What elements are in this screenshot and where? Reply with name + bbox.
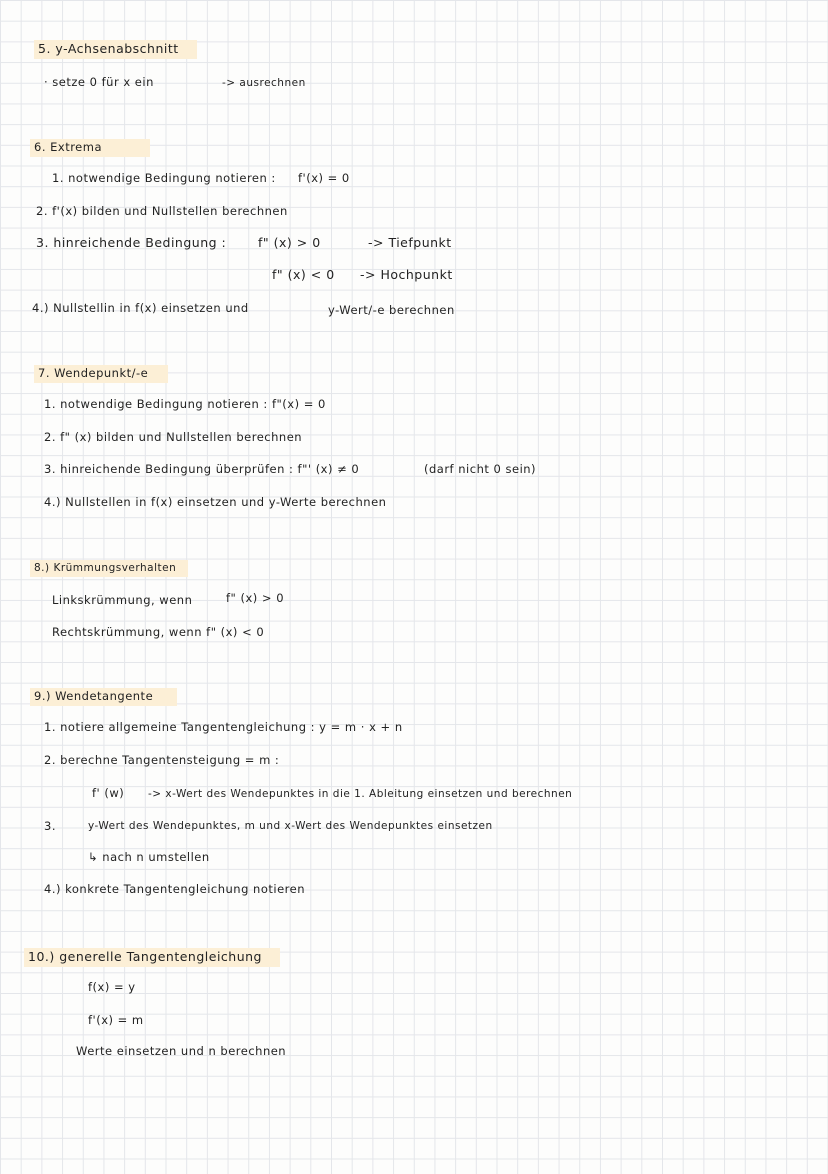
section-6-step-3-result-a: -> Tiefpunkt	[368, 235, 452, 250]
section-5-line-1-result: -> ausrechnen	[222, 77, 306, 89]
section-6-step-3-result-b: -> Hochpunkt	[360, 267, 453, 282]
section-9-step-2-explanation: -> x-Wert des Wendepunktes in die 1. Ableitung einsetzen und berechnen	[148, 788, 573, 800]
section-8-right-curvature: Rechtskrümmung, wenn f" (x) < 0	[52, 625, 265, 639]
section-10-line-1: f(x) = y	[88, 980, 136, 994]
section-10-line-3: Werte einsetzen und n berechnen	[76, 1044, 287, 1058]
section-6-step-2: 2. f'(x) bilden und Nullstellen berechnen	[36, 204, 288, 218]
section-7-step-3: 3. hinreichende Bedingung überprüfen : f"' (x) ≠ 0	[44, 462, 360, 476]
section-9-step-3: y-Wert des Wendepunktes, m und x-Wert des Wendepunktes einsetzen	[88, 820, 493, 832]
section-6-step-1-formula: f'(x) = 0	[298, 171, 350, 185]
section-9-step-2: 2. berechne Tangentensteigung = m :	[44, 753, 280, 767]
section-8-left-curvature-formula: f" (x) > 0	[226, 591, 285, 605]
section-6-step-4-result: y-Wert/-e berechnen	[328, 303, 455, 317]
section-10-heading: 10.) generelle Tangentengleichung	[24, 948, 280, 967]
section-7-heading: 7. Wendepunkt/-e	[34, 365, 168, 383]
section-7-step-3-note: (darf nicht 0 sein)	[424, 462, 537, 476]
section-9-step-3-number: 3.	[44, 819, 56, 833]
section-5-line-1: · setze 0 für x ein	[44, 75, 154, 89]
section-7-step-1: 1. notwendige Bedingung notieren : f"(x) = 0	[44, 397, 326, 411]
section-6-heading: 6. Extrema	[30, 139, 150, 157]
section-6-step-3-condition-b: f" (x) < 0	[272, 267, 335, 282]
section-9-step-1: 1. notiere allgemeine Tangentengleichung : y = m · x + n	[44, 720, 403, 734]
section-9-heading: 9.) Wendetangente	[30, 688, 177, 706]
section-7-step-2: 2. f" (x) bilden und Nullstellen berechnen	[44, 430, 303, 444]
section-7-step-4: 4.) Nullstellen in f(x) einsetzen und y-Werte berechnen	[44, 495, 387, 509]
section-6-step-1: 1. notwendige Bedingung notieren :	[52, 171, 276, 185]
section-6-step-4: 4.) Nullstellin in f(x) einsetzen und	[32, 301, 249, 315]
section-5-heading: 5. y-Achsenabschnitt	[34, 40, 197, 59]
section-6-step-3: 3. hinreichende Bedingung :	[36, 235, 227, 250]
section-10-line-2: f'(x) = m	[88, 1013, 144, 1027]
section-8-heading: 8.) Krümmungsverhalten	[30, 560, 188, 577]
section-6-step-3-condition-a: f" (x) > 0	[258, 235, 321, 250]
section-9-step-2-derivative: f' (w)	[92, 786, 125, 800]
section-9-step-4: 4.) konkrete Tangentengleichung notieren	[44, 882, 305, 896]
section-9-step-3-rearrange: ↳ nach n umstellen	[88, 850, 210, 864]
section-8-left-curvature: Linkskrümmung, wenn	[52, 593, 193, 607]
